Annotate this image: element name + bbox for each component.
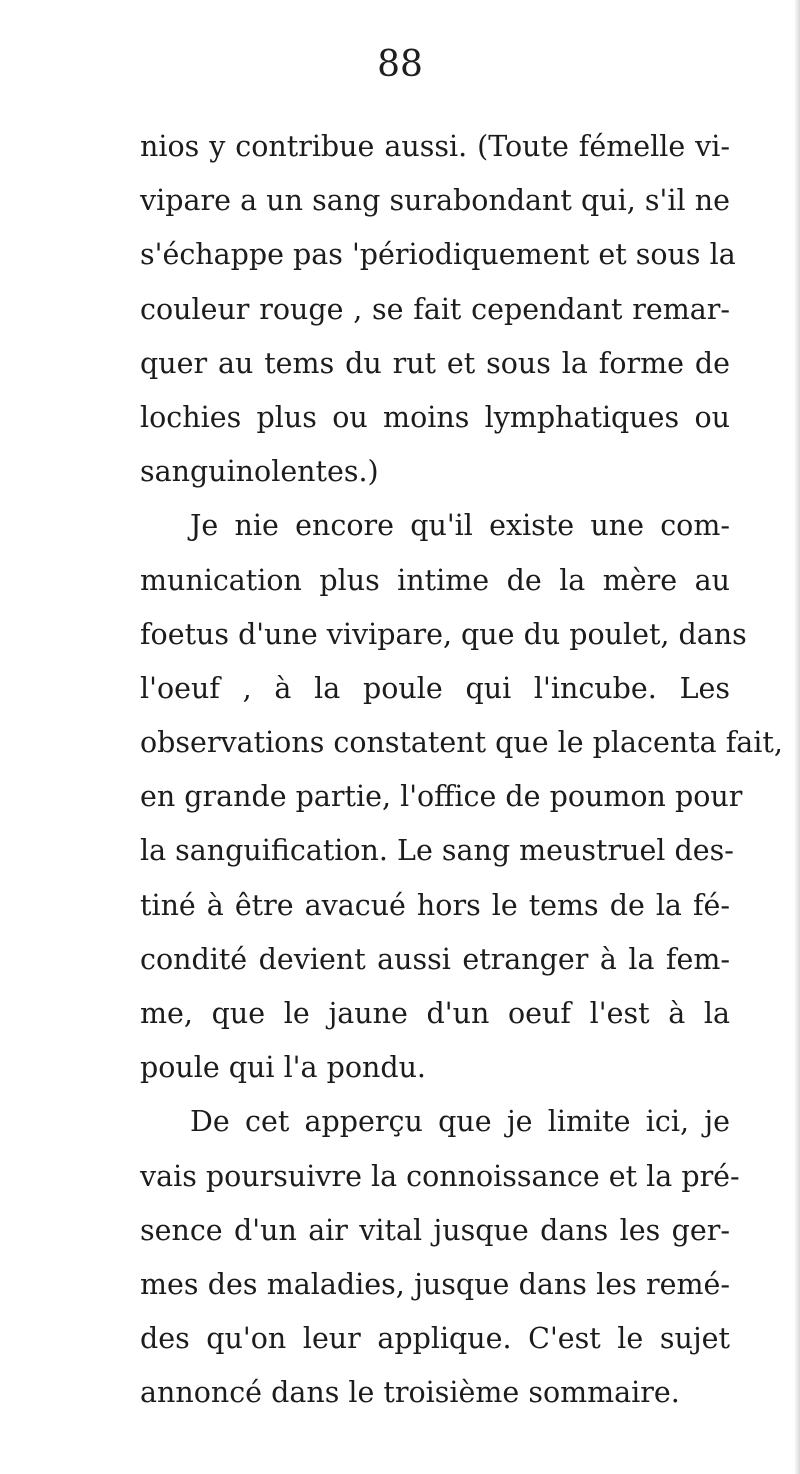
text-line: sanguinolentes.) xyxy=(140,455,379,489)
text-line: en grande partie, l'office de poumon pour xyxy=(140,780,743,814)
text-line: vipare a un sang surabondant qui, s'il ne xyxy=(140,184,730,218)
text-line: l'oeuf , à la poule qui l'incube. Les xyxy=(140,671,730,705)
text-line: poule qui l'a pondu. xyxy=(140,1051,426,1085)
text-line: munication plus intime de la mère au xyxy=(140,563,730,597)
text-line: Je nie encore qu'il existe une com- xyxy=(190,509,730,543)
text-line: lochies plus ou moins lymphatiques ou xyxy=(140,400,730,434)
text-line: des qu'on leur applique. C'est le sujet xyxy=(140,1322,730,1356)
text-line: quer au tems du rut et sous la forme de xyxy=(140,346,730,380)
text-line: vais poursuivre la connoissance et la pré- xyxy=(140,1159,740,1193)
body-text xyxy=(140,120,783,1421)
text-line: sence d'un air vital jusque dans les ger- xyxy=(140,1213,730,1247)
text-line: annoncé dans le troisième sommaire. xyxy=(140,1376,680,1410)
page-number: 88 xyxy=(377,44,423,85)
text-line: foetus d'une vivipare, que du poulet, dans xyxy=(140,617,747,651)
text-line: nios y contribue aussi. (Toute fémelle vi- xyxy=(140,130,730,163)
text-line: observations constatent que le placenta fait, xyxy=(140,726,783,760)
page-edge-shadow xyxy=(794,0,800,1474)
text-line: De cet apperçu que je limite ici, je xyxy=(190,1105,730,1139)
text-line: me, que le jaune d'un oeuf l'est à la xyxy=(140,997,730,1030)
text-line: condité devient aussi etranger à la fem- xyxy=(140,942,730,976)
text-line: tiné à être avacué hors le tems de la fé- xyxy=(140,888,730,922)
text-line: s'échappe pas 'périodiquement et sous la xyxy=(140,238,736,272)
text-line: la sanguification. Le sang meustruel des- xyxy=(140,834,734,868)
text-line: couleur rouge , se fait cependant remar- xyxy=(140,292,730,326)
text-line: mes des maladies, jusque dans les remé- xyxy=(140,1267,730,1301)
